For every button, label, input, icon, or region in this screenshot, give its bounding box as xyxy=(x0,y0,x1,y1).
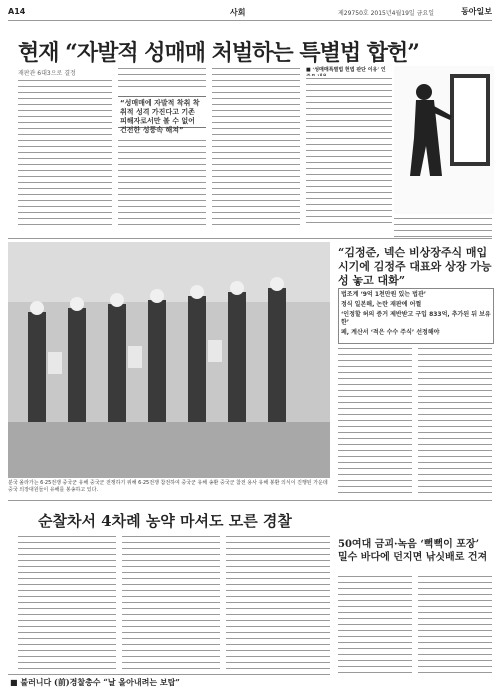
issue-date: 제29750호 2015년4월19일 금요일 xyxy=(338,10,434,17)
newspaper-logo: 동아일보 xyxy=(461,6,492,16)
lower-left-headline: 순찰차서 4차례 농약 마셔도 모른 경찰 xyxy=(38,512,292,530)
lower-left-col-2 xyxy=(122,534,220,670)
pull-quote-box xyxy=(118,96,206,134)
interview-headline: “김정준, 넥슨 비상장주식 매입 시기에 김정주 대표와 상장 가능성 놓고 대화” xyxy=(338,246,492,287)
honor-guard-photo xyxy=(8,242,330,478)
photo-caption: 분국 올라가는 6·25전쟁 중국군 유해 중국군 전쟁하기 위해 6·25전쟁 참전하여 중국군 유해 송환 중국군 참전 용사 유해 봉환 의식이 진행된 가운데 중국 의장대원들이 유해를 봉송하고 있다. xyxy=(8,480,328,493)
lower-divider xyxy=(8,500,492,501)
sidebar-text xyxy=(306,76,392,228)
right-column-text xyxy=(394,216,492,240)
section-name: 사회 xyxy=(230,8,246,17)
interview-col-1 xyxy=(338,346,412,498)
main-headline: 현재 “자발적 성매매 처벌하는 특별법 합헌” xyxy=(18,40,419,66)
page-header xyxy=(8,6,492,21)
interview-col-2 xyxy=(418,346,492,498)
bottom-headline: ■ 불러니다 (前)경찰총수 “날 올아내려는 보탑” xyxy=(10,677,180,687)
section-divider xyxy=(8,238,492,239)
silhouette-illustration xyxy=(394,66,494,214)
lower-right-headline: 50여대 금괴·녹음 ‘뻑뻑이 포장’ 밀수 바다에 던지면 낚싯배로 건져 xyxy=(338,539,488,563)
interview-sub-3: ‘인정할 허의 증거 제반받고 구입 833억, 추가된 뒤 보유한’ xyxy=(341,311,491,326)
main-subhead: 재판관 6대3으로 결정 xyxy=(18,70,76,77)
main-story-col-2-top xyxy=(118,66,206,90)
interview-sub-4: 페, 계산서 ‘적은 수수 주식’ 선정해야 xyxy=(341,329,440,336)
page-number: A14 xyxy=(8,7,26,16)
sidebar-highlight: ■ ‘성매매특별법 헌법 판단 이유’ 인 xyxy=(306,67,386,73)
main-story-col-3 xyxy=(212,66,300,228)
main-story-col-1 xyxy=(18,78,112,228)
bottom-divider xyxy=(8,674,330,675)
interview-sub-2: 정식 일본해, 논란 재판에 어쩔 xyxy=(341,301,422,308)
main-story-col-2 xyxy=(118,138,206,228)
pull-quote: “성매매에 자발적 착취 착취적 성격 가진다고 기존 피해자로서만 볼 수 없어 건전한 성풍속 해쳐” xyxy=(120,99,200,134)
lower-right-col-1 xyxy=(338,574,412,678)
lower-right-col-2 xyxy=(418,574,492,678)
interview-sub-1: 법조계 ‘9억 1천만원 있는 법관’ xyxy=(341,291,427,298)
interview-sub-box xyxy=(338,288,494,344)
woman-silhouette-icon xyxy=(394,66,494,214)
lower-left-col-3 xyxy=(226,534,330,670)
lower-left-col-1 xyxy=(18,534,116,670)
